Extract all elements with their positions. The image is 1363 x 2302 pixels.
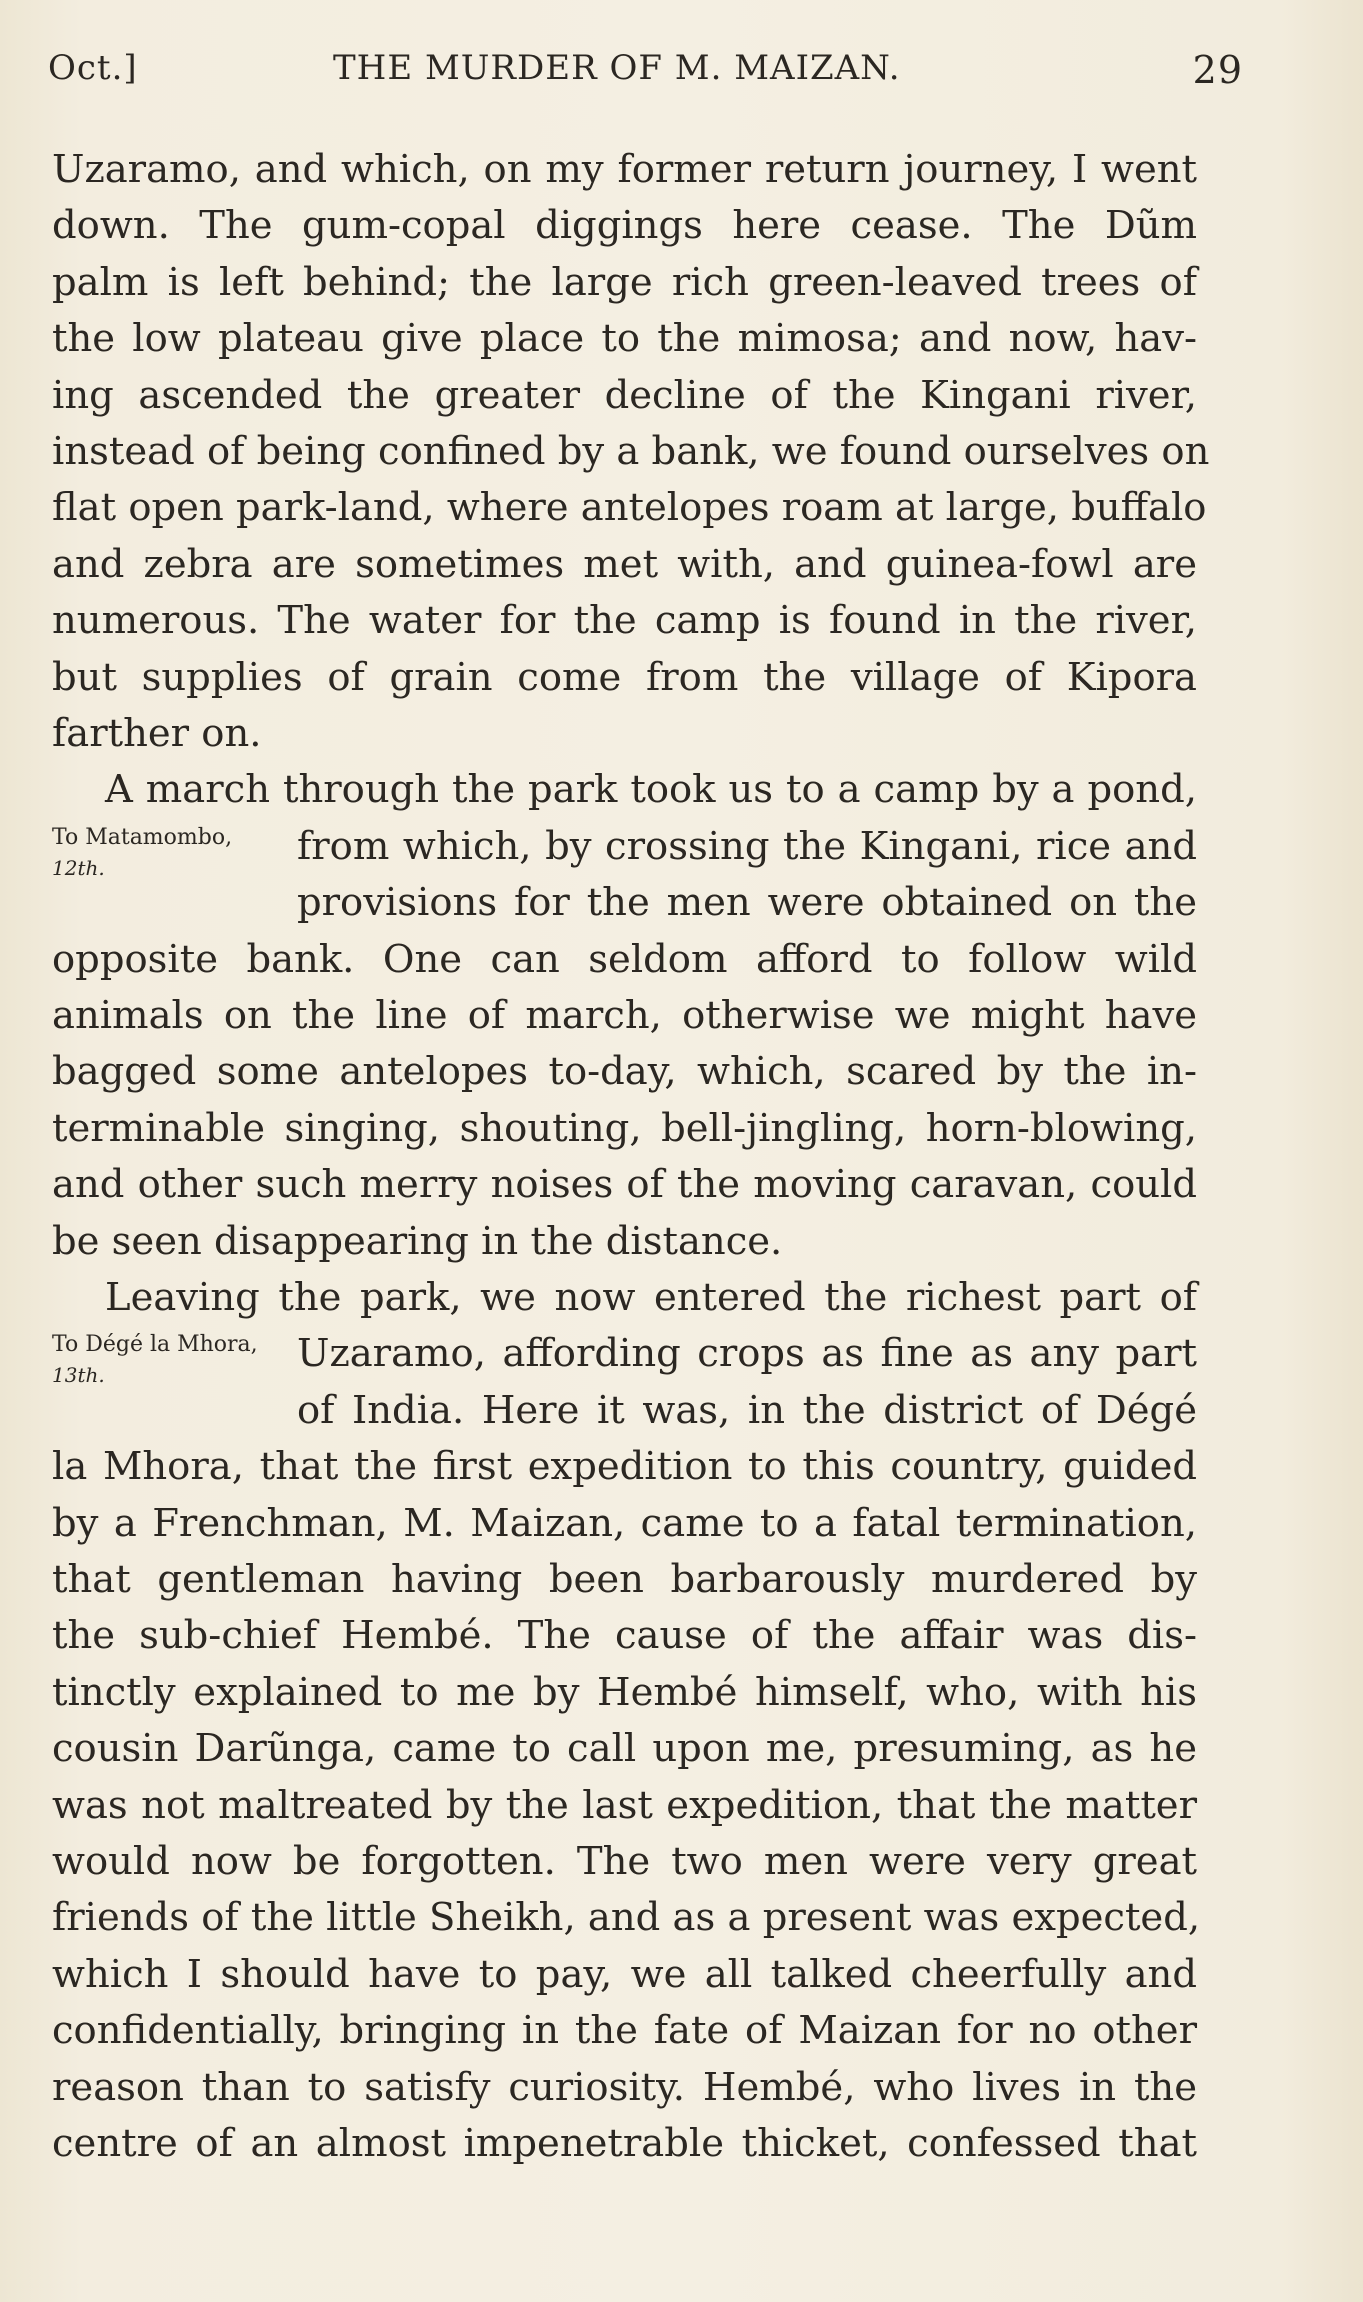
text-line: numerous. The water for the camp is found in the river, (52, 598, 1197, 644)
text-line: provisions for the men were obtained on the (297, 880, 1197, 926)
running-head (48, 48, 1243, 108)
text-line: the low plateau give place to the mimosa; and now, hav- (52, 316, 1197, 362)
text-line: Uzaramo, and which, on my former return journey, I went (52, 147, 1197, 192)
text-line: be seen disappearing in the distance. (52, 1218, 783, 1264)
text-line: animals on the line of march, otherwise we might have (52, 993, 1197, 1038)
text-line: cousin Darũnga, came to call upon me, presuming, as he (52, 1726, 1197, 1772)
text-line: la Mhora, that the first expedition to this country, guided (52, 1444, 1197, 1490)
margin-note-date: 12th. (52, 855, 105, 880)
text-line: terminable singing, shouting, bell-jingling, horn-blowing, (52, 1105, 1197, 1151)
text-line: which I should have to pay, we all talked cheerfully and (52, 1951, 1197, 1997)
text-line: down. The gum-copal diggings here cease. The Dũm (52, 203, 1197, 249)
text-line: by a Frenchman, M. Maizan, came to a fatal termination, (52, 1500, 1197, 1546)
text-line: centre of an almost impenetrable thicket, confessed that (52, 2121, 1197, 2166)
margin-note (52, 1330, 258, 1390)
text-line: but supplies of grain come from the village of Kipora (52, 654, 1197, 700)
margin-note-date: 13th. (52, 1363, 105, 1388)
text-line: Uzaramo, affording crops as fine as any part (297, 1331, 1197, 1377)
text-line: was not maltreated by the last expedition, that the matter (52, 1782, 1197, 1828)
page-number: 29 (1192, 48, 1243, 92)
text-line: opposite bank. One can seldom afford to follow wild (52, 936, 1197, 982)
margin-note (52, 823, 232, 883)
text-line: instead of being confined by a bank, we found ourselves on (52, 429, 1210, 474)
text-line: and other such merry noises of the moving caravan, could (52, 1162, 1197, 1208)
text-line: and zebra are sometimes met with, and guinea-fowl are (52, 541, 1197, 587)
paragraph-start-line: A march through the park took us to a camp by a pond, (105, 767, 1197, 813)
margin-note-place: To Matamombo, (52, 824, 233, 850)
text-line: of India. Here it was, in the district of Dégé (297, 1387, 1197, 1433)
text-line: farther on. (52, 711, 262, 756)
running-head-title: THE MURDER OF M. MAIZAN. (333, 48, 901, 88)
text-line: reason than to satisfy curiosity. Hembé, who lives in the (52, 2064, 1197, 2110)
margin-note-place: To Dégé la Mhora, (52, 1332, 258, 1358)
text-line: flat open park-land, where antelopes roam at large, buffalo (52, 485, 1207, 531)
text-line: palm is left behind; the large rich green-leaved trees of (52, 259, 1197, 305)
text-line: ing ascended the greater decline of the Kingani river, (52, 372, 1197, 418)
text-line: would now be forgotten. The two men were very great (52, 1839, 1197, 1884)
text-line: bagged some antelopes to-day, which, scared by the in- (52, 1049, 1197, 1095)
text-line: tinctly explained to me by Hembé himself, who, with his (52, 1669, 1197, 1715)
paragraph-start-line: Leaving the park, we now entered the richest part of (105, 1275, 1197, 1320)
running-head-month: Oct.] (48, 48, 138, 88)
text-line: confidentially, bringing in the fate of Maizan for no other (52, 2008, 1197, 2054)
text-line: the sub-chief Hembé. The cause of the affair was dis- (52, 1613, 1197, 1659)
text-line: that gentleman having been barbarously murdered by (52, 1557, 1197, 1602)
text-line: friends of the little Sheikh, and as a present was expected, (52, 1895, 1201, 1941)
text-line: from which, by crossing the Kingani, rice and (297, 823, 1197, 869)
